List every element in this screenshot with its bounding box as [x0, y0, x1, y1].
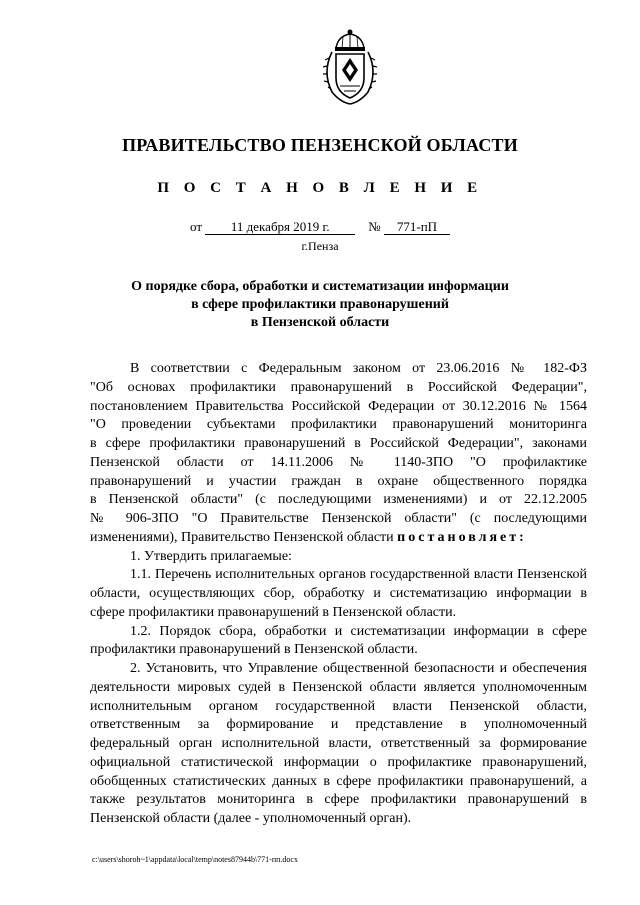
paragraph-line: "О проведении субъектами профилактики правонарушений мониторинга — [90, 417, 587, 433]
paragraph-line: Пензенской области от 14.11.2006 № 1140-ЗПО "О профилактике — [90, 454, 587, 470]
document-type: П О С Т А Н О В Л Е Н И Е — [157, 180, 483, 196]
item-line: обобщенных статистических данных в сфере профилактики правонарушений, а — [90, 773, 587, 789]
paragraph-line — [90, 529, 587, 548]
item-line: 1.1. Перечень исполнительных органов государственной власти Пензенской — [130, 567, 587, 583]
paragraph-line: "Об основах профилактики правонарушений в Российской Федерации", — [90, 379, 587, 395]
government-title: ПРАВИТЕЛЬСТВО ПЕНЗЕНСКОЙ ОБЛАСТИ — [122, 135, 518, 155]
item-line: профилактики правонарушений в Пензенской области. — [90, 642, 418, 658]
number-prefix: № — [368, 219, 381, 234]
document-date: 11 декабря 2019 г. — [205, 220, 355, 235]
penza-coat-of-arms-icon — [318, 28, 382, 106]
item-line: федеральный орган исполнительной власти, ответственный за формирование — [90, 736, 587, 751]
decree-word: постановляет: — [397, 529, 527, 545]
paragraph-line: № 906-ЗПО "О Правительстве Пензенской области" (с последующими — [90, 511, 587, 526]
city: г.Пенза — [301, 239, 339, 253]
paragraph-line: правонарушений и участии граждан в охране общественного порядка — [90, 473, 587, 489]
item-line: также результатов мониторинга в сфере профилактики правонарушений в — [90, 792, 587, 808]
subject-line: О порядке сбора, обработки и систематизации информации — [131, 279, 509, 294]
file-path-footer: c:\users\shoroh~1\appdata\local\temp\notes87944b\771-пп.docx — [92, 855, 298, 864]
subject-line: в сфере профилактики правонарушений — [191, 297, 449, 312]
document-body — [90, 360, 587, 829]
paragraph-line: В соответствии с Федеральным законом от 23.06.2016 № 182-ФЗ — [130, 361, 587, 376]
paragraph-line: постановлением Правительства Российской Федерации от 30.12.2016 № 1564 — [90, 398, 587, 414]
item-line: Пензенской области (далее - уполномоченный орган). — [90, 811, 412, 826]
item-line: исполнительным органом государственной власти Пензенской области, — [90, 698, 587, 714]
paragraph-line: в сфере профилактики правонарушений в Российской Федерации", законами — [90, 436, 587, 451]
item-line: 2. Установить, что Управление общественной безопасности и обеспечения — [130, 661, 587, 676]
document-subject — [0, 278, 640, 332]
item-line: ответственным за формирование и представление в уполномоченный — [90, 717, 587, 733]
subject-line: в Пензенской области — [250, 315, 390, 330]
item-line: официальной статистической информации о профилактике правонарушений, — [90, 754, 587, 770]
document-number: 771-пП — [384, 220, 450, 235]
item-line: 1.2. Порядок сбора, обработки и систематизации информации в сфере — [130, 623, 587, 639]
paragraph-line: в Пензенской области" (с последующими изменениями) и от 22.12.2005 — [90, 492, 587, 508]
item-line: сфере профилактики правонарушений в Пензенской области. — [90, 604, 457, 620]
paragraph-text: изменениями), Правительство Пензенской области — [90, 529, 394, 545]
date-number-line — [0, 219, 640, 235]
item-line: деятельности мировых судей в Пензенской области является уполномоченным — [90, 679, 587, 695]
item-line: 1. Утвердить прилагаемые: — [130, 548, 292, 564]
date-prefix: от — [190, 219, 203, 234]
item-line: области, осуществляющих сбор, обработку и систематизацию информации в — [90, 586, 587, 601]
